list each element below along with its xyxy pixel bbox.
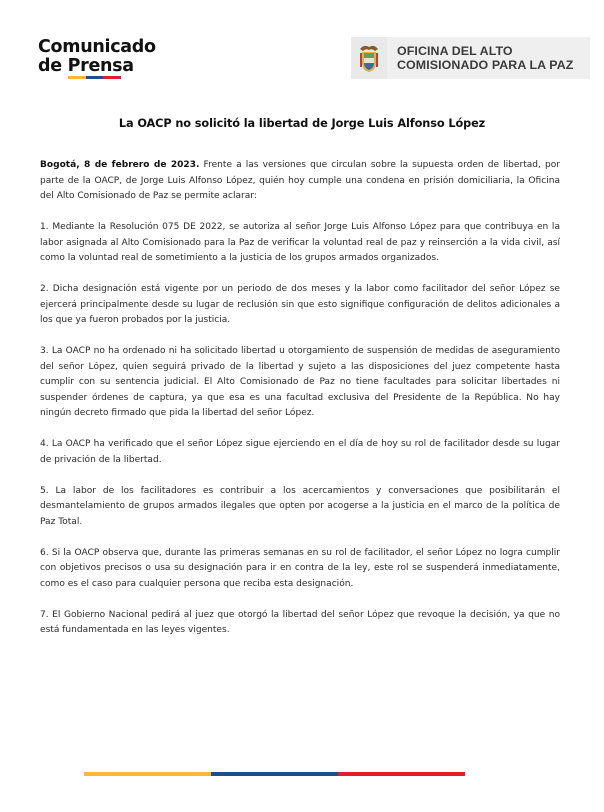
- logo-flag-underline: [68, 76, 121, 79]
- point-3: 3. La OACP no ha ordenado ni ha solicitado libertad u otorgamiento de suspensión de medidas de aseguramiento del señor López, quien seguirá privado de la libertad y sujeto a las disposiciones del juez competente hasta cumplir con su sentencia judicial. El Alto Comisionado de Paz no tiene facultades para solicitar libertades ni suspender órdenes de captura, ya que esa es una facultad exclusiva del Presidente de la República. No hay ningún decreto firmado que pida la libertad del señor López.: [40, 346, 560, 418]
- flag-yellow-segment: [68, 76, 86, 79]
- oacp-logo-line-2: COMISIONADO PARA LA PAZ: [397, 58, 574, 72]
- intro-text: Frente a las versiones que circulan sobre la supuesta orden de libertad, por parte de la OACP, de Jorge Luis Alfonso López, quién hoy cumple una condena en prisión domiciliaria, la Oficina del Alto Comisionado de Paz se permite aclarar:: [40, 160, 561, 201]
- footer-yellow-segment: [84, 772, 211, 776]
- document-title: La OACP no solicitó la libertad de Jorge Luis Alfonso López: [118, 117, 486, 130]
- oacp-logo: [351, 37, 590, 79]
- point-4: 4. La OACP ha verificado que el señor López sigue ejerciendo en el día de hoy su rol de facilitador desde su lugar de privación de la libertad.: [40, 439, 560, 465]
- dateline: Bogotá, 8 de febrero de 2023.: [40, 160, 200, 170]
- point-2: 2. Dicha designación está vigente por un periodo de dos meses y la labor como facilitador del señor López se ejercerá principalmente desde su lugar de reclusión sin que esto signifique configuración de delitos adicionales a los que ya fueron probados por la justicia.: [40, 284, 560, 325]
- flag-blue-segment: [86, 76, 104, 79]
- footer-blue-segment: [211, 772, 338, 776]
- point-6: 6. Si la OACP observa que, durante las primeras semanas en su rol de facilitador, el señor López no logra cumplir con objetivos precisos o usa su designación para ir en contra de la ley, este rol se suspenderá inmediatamente, como es el caso para cualquier persona que reciba esta designación.: [40, 547, 560, 589]
- document-body: [40, 158, 560, 654]
- coat-of-arms-icon: [351, 37, 387, 79]
- point-1: 1. Mediante la Resolución 075 DE 2022, se autoriza al señor Jorge Luis Alfonso López para que contribuya en la labor asignada al Alto Comisionado para la Paz de verificar la voluntad real de paz y reinserción a la vida civil, así como la voluntad real de sometimiento a la justicia de los grupos armados organizados.: [40, 222, 560, 263]
- point-7: 7. El Gobierno Nacional pedirá al juez que otorgó la libertad del señor López que revoque la decisión, ya que no está fundamentada en las leyes vigentes.: [40, 609, 560, 635]
- footer-flag-bar: [84, 772, 465, 776]
- point-5: 5. La labor de los facilitadores es contribuir a los acercamientos y conversaciones que posibilitarán el desmantelamiento de grupos armados ilegales que opten por acogerse a la justicia en el marco de la política de Paz Total.: [40, 485, 560, 527]
- oacp-logo-line-1: OFICINA DEL ALTO: [397, 44, 513, 58]
- intro-paragraph: [40, 158, 560, 205]
- logo-line-1: Comunicado: [38, 37, 156, 57]
- logo-line-2: de Prensa: [38, 56, 134, 76]
- footer-red-segment: [338, 772, 465, 776]
- comunicado-de-prensa-logo: [38, 38, 156, 76]
- flag-red-segment: [103, 76, 121, 79]
